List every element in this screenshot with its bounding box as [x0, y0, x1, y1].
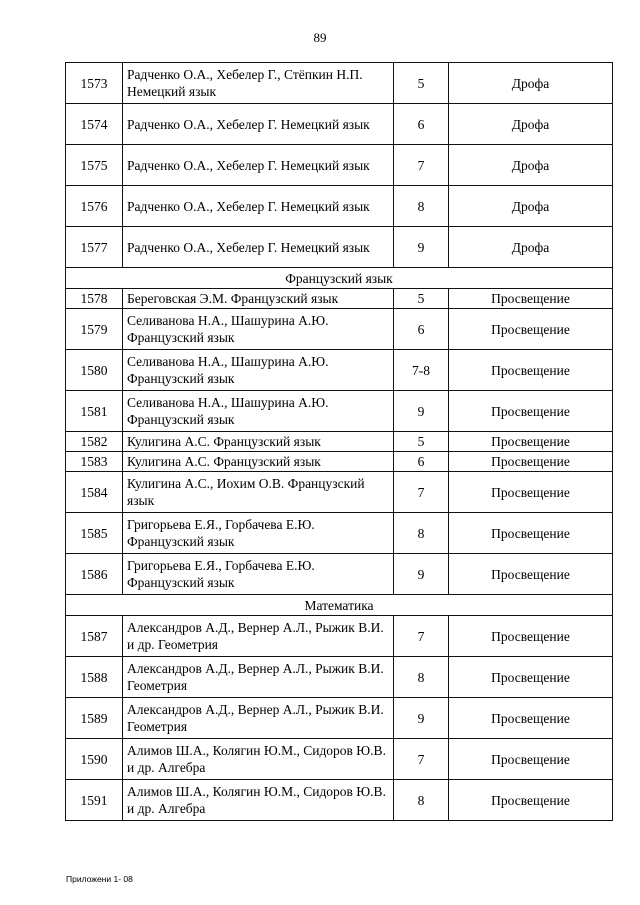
author-title: Кулигина А.С. Французский язык	[123, 452, 394, 472]
author-title: Григорьева Е.Я., Горбачева Е.Ю. Французский язык	[123, 513, 394, 554]
author-title: Радченко О.А., Хебелер Г. Немецкий язык	[123, 227, 394, 268]
row-number: 1580	[66, 350, 123, 391]
publisher: Дрофа	[449, 227, 613, 268]
author-title: Александров А.Д., Вернер А.Л., Рыжик В.И. и др. Геометрия	[123, 616, 394, 657]
table-row	[66, 472, 613, 513]
grade: 5	[394, 432, 449, 452]
table-row	[66, 739, 613, 780]
row-number: 1590	[66, 739, 123, 780]
author-title: Радченко О.А., Хебелер Г. Немецкий язык	[123, 186, 394, 227]
table-row	[66, 145, 613, 186]
row-number: 1582	[66, 432, 123, 452]
row-number: 1581	[66, 391, 123, 432]
row-number: 1589	[66, 698, 123, 739]
publisher: Дрофа	[449, 104, 613, 145]
author-title: Радченко О.А., Хебелер Г. Немецкий язык	[123, 145, 394, 186]
grade: 7	[394, 616, 449, 657]
table-row	[66, 63, 613, 104]
author-title: Береговская Э.М. Французский язык	[123, 289, 394, 309]
grade: 7	[394, 145, 449, 186]
publisher: Просвещение	[449, 554, 613, 595]
row-number: 1576	[66, 186, 123, 227]
row-number: 1587	[66, 616, 123, 657]
publisher: Просвещение	[449, 698, 613, 739]
section-title: Математика	[66, 595, 613, 616]
row-number: 1578	[66, 289, 123, 309]
row-number: 1573	[66, 63, 123, 104]
publisher: Просвещение	[449, 739, 613, 780]
grade: 7	[394, 472, 449, 513]
section-header-row	[66, 595, 613, 616]
row-number: 1575	[66, 145, 123, 186]
publisher: Дрофа	[449, 63, 613, 104]
publisher: Просвещение	[449, 350, 613, 391]
table-row	[66, 698, 613, 739]
publisher: Просвещение	[449, 780, 613, 821]
footer-note: Приложени 1- 08	[66, 874, 133, 884]
grade: 8	[394, 780, 449, 821]
row-number: 1591	[66, 780, 123, 821]
table-row	[66, 616, 613, 657]
grade: 5	[394, 289, 449, 309]
grade: 9	[394, 554, 449, 595]
table-row	[66, 289, 613, 309]
section-title: Французский язык	[66, 268, 613, 289]
publisher: Дрофа	[449, 186, 613, 227]
grade: 5	[394, 63, 449, 104]
table-row	[66, 104, 613, 145]
table-row	[66, 186, 613, 227]
grade: 8	[394, 186, 449, 227]
grade: 8	[394, 513, 449, 554]
row-number: 1577	[66, 227, 123, 268]
author-title: Селиванова Н.А., Шашурина А.Ю. Французский язык	[123, 350, 394, 391]
table-row	[66, 391, 613, 432]
table-row	[66, 513, 613, 554]
author-title: Алимов Ш.А., Колягин Ю.М., Сидоров Ю.В. и др. Алгебра	[123, 780, 394, 821]
table-row	[66, 780, 613, 821]
publisher: Просвещение	[449, 472, 613, 513]
publisher: Просвещение	[449, 391, 613, 432]
table-row	[66, 432, 613, 452]
grade: 8	[394, 657, 449, 698]
publisher: Просвещение	[449, 309, 613, 350]
page-number: 89	[313, 30, 327, 45]
author-title: Кулигина А.С., Иохим О.В. Французский язык	[123, 472, 394, 513]
author-title: Григорьева Е.Я., Горбачева Е.Ю. Французский язык	[123, 554, 394, 595]
grade: 7-8	[394, 350, 449, 391]
publisher: Просвещение	[449, 452, 613, 472]
grade: 7	[394, 739, 449, 780]
author-title: Алимов Ш.А., Колягин Ю.М., Сидоров Ю.В. и др. Алгебра	[123, 739, 394, 780]
publisher: Просвещение	[449, 616, 613, 657]
author-title: Радченко О.А., Хебелер Г., Стёпкин Н.П. Немецкий язык	[123, 63, 394, 104]
grade: 9	[394, 391, 449, 432]
table-row	[66, 227, 613, 268]
author-title: Кулигина А.С. Французский язык	[123, 432, 394, 452]
author-title: Радченко О.А., Хебелер Г. Немецкий язык	[123, 104, 394, 145]
publisher: Просвещение	[449, 513, 613, 554]
publisher: Просвещение	[449, 432, 613, 452]
table-row	[66, 309, 613, 350]
grade: 9	[394, 698, 449, 739]
table-body	[66, 63, 613, 821]
author-title: Александров А.Д., Вернер А.Л., Рыжик В.И. Геометрия	[123, 657, 394, 698]
row-number: 1586	[66, 554, 123, 595]
publisher: Просвещение	[449, 289, 613, 309]
grade: 6	[394, 452, 449, 472]
textbook-table	[65, 62, 613, 821]
table-row	[66, 452, 613, 472]
table-row	[66, 657, 613, 698]
table-row	[66, 554, 613, 595]
row-number: 1574	[66, 104, 123, 145]
row-number: 1583	[66, 452, 123, 472]
section-header-row	[66, 268, 613, 289]
table-row	[66, 350, 613, 391]
publisher: Просвещение	[449, 657, 613, 698]
publisher: Дрофа	[449, 145, 613, 186]
author-title: Селиванова Н.А., Шашурина А.Ю. Французский язык	[123, 309, 394, 350]
row-number: 1579	[66, 309, 123, 350]
grade: 6	[394, 309, 449, 350]
row-number: 1584	[66, 472, 123, 513]
grade: 9	[394, 227, 449, 268]
author-title: Александров А.Д., Вернер А.Л., Рыжик В.И. Геометрия	[123, 698, 394, 739]
grade: 6	[394, 104, 449, 145]
row-number: 1585	[66, 513, 123, 554]
author-title: Селиванова Н.А., Шашурина А.Ю. Французский язык	[123, 391, 394, 432]
row-number: 1588	[66, 657, 123, 698]
